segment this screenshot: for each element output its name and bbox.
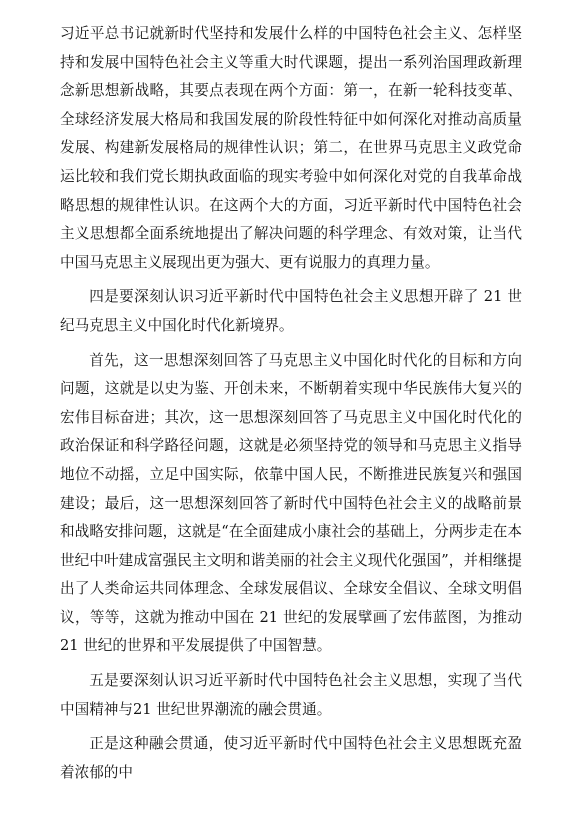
body-paragraph-2: 首先，这一思想深刻回答了马克思主义中国化时代化的目标和方向问题，这就是以史为鉴、开创未来，不断朝着实现中华民族伟大复兴的宏伟目标奋进；其次，这一思想深刻回答了马克思主义中国化时代化的政治保证和科学路径问题，这就是必须坚持党的领导和马克思主义指导地位不动摇，立足中国实际，依靠中国人民，不断推进民族复兴和强国建设；最后，这一思想深刻回答了新时代中国特色社会主义的战略前景和战略安排问题，这就是“在全面建成小康社会的基础上，分两步走在本世纪中叶建成富强民主文明和谐美丽的社会主义现代化强国”，并相继提出了人类命运共同体理念、全球发展倡议、全球安全倡议、全球文明倡议，等等，这就为推动中国在 21 世纪的发展擘画了宏伟蓝图，为推动 21 世纪的世界和平发展提供了中国智慧。 bbox=[60, 351, 522, 655]
section-heading-paragraph-4: 四是要深刻认识习近平新时代中国特色社会主义思想开辟了 21 世纪马克思主义中国化时代化新境界。 bbox=[60, 288, 522, 334]
body-paragraph-1: 习近平总书记就新时代坚持和发展什么样的中国特色社会主义、怎样坚持和发展中国特色社会主义等重大时代课题，提出一系列治国理政新理念新思想新战略，其要点表现在两个方面：第一，在新一轮科技变革、全球经济发展大格局和我国发展的阶段性特征中如何深化对推动高质量发展、构建新发展格局的规律性认识；第二，在世界马克思主义政党命运比较和我们党长期执政面临的现实考验中如何深化对党的自我革命战略思想的规律性认识。在这两个大的方面，习近平新时代中国特色社会主义思想都全面系统地提出了解决问题的科学理念、有效对策，让当代中国马克思主义展现出更为强大、更有说服力的真理力量。 bbox=[60, 25, 522, 271]
section-heading-paragraph-5: 五是要深刻认识习近平新时代中国特色社会主义思想，实现了当代中国精神与21 世纪世界潮流的融会贯通。 bbox=[60, 672, 522, 718]
body-paragraph-3: 正是这种融会贯通，使习近平新时代中国特色社会主义思想既充盈着浓郁的中 bbox=[60, 735, 522, 781]
